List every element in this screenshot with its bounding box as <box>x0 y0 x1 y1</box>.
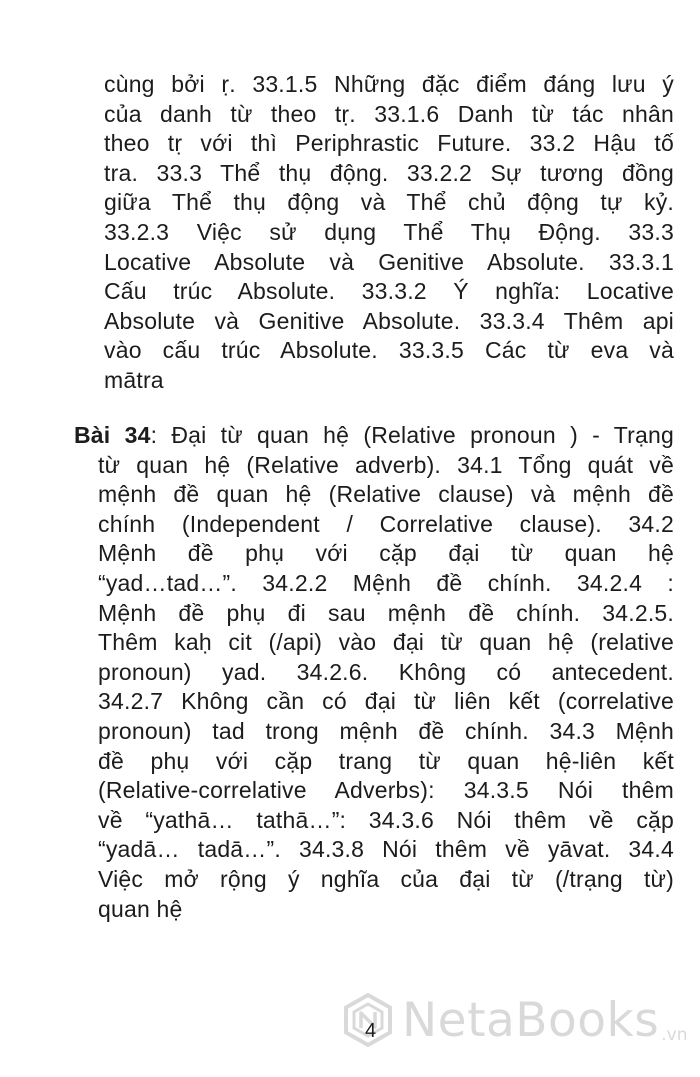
text-line: Mệnh đề phụ đi sau mệnh đề chính. 34.2.5. <box>98 599 674 626</box>
page-number: 4 <box>365 1020 377 1042</box>
text-line: 34.2.7 Không cần có đại từ liên kết (correlative <box>98 688 674 715</box>
text-line: mệnh đề quan hệ (Relative clause) và mệnh đề <box>98 481 674 508</box>
text-line: mātra <box>104 366 164 393</box>
text-line: giữa Thể thụ động và Thể chủ động tự kỷ. <box>104 189 674 216</box>
paragraph-contents-lesson-34 <box>74 421 674 924</box>
watermark-suffix: .vn <box>661 1025 688 1045</box>
text-line: Việc mở rộng ý nghĩa của đại từ (/trạng từ) <box>98 865 674 892</box>
lesson-title: : Đại từ quan hệ (Relative pronoun ) - Trạng <box>150 422 675 448</box>
text-line: quan hệ <box>98 895 183 922</box>
text-line: Cấu trúc Absolute. 33.3.2 Ý nghĩa: Locative <box>104 278 674 305</box>
text-line-first <box>74 421 674 451</box>
text-line: cùng bởi ṛ. 33.1.5 Những đặc điểm đáng lưu ý <box>104 71 674 97</box>
text-line: “yadā… tadā…”. 34.3.8 Nói thêm về yāvat. 34.4 <box>98 836 674 863</box>
text-line: chính (Independent / Correlative clause). 34.2 <box>98 510 674 537</box>
text-line: pronoun) yad. 34.2.6. Không có antecedent. <box>98 658 674 685</box>
text-line: về “yathā… tathā…”: 34.3.6 Nói thêm về cặp <box>98 806 674 833</box>
text-line: theo tṛ với thì Periphrastic Future. 33.2 Hậu tố <box>104 130 674 157</box>
paragraph-contents-lesson-33 <box>104 70 674 396</box>
text-line: pronoun) tad trong mệnh đề chính. 34.3 Mệnh <box>98 717 674 744</box>
text-line: Thêm kaḥ cit (/api) vào đại từ quan hệ (relative <box>98 629 674 656</box>
lesson-heading: Bài 34 <box>74 422 151 448</box>
text-line: Absolute và Genitive Absolute. 33.3.4 Thêm api <box>104 307 674 334</box>
text-line: vào cấu trúc Absolute. 33.3.5 Các từ eva và <box>104 337 674 364</box>
text-line: (Relative-correlative Adverbs): 34.3.5 Nói thêm <box>98 777 674 804</box>
paragraph-continuation <box>74 451 674 925</box>
netabooks-watermark <box>340 985 688 1055</box>
text-line: từ quan hệ (Relative adverb). 34.1 Tổng quát về <box>98 451 674 478</box>
text-line: Locative Absolute và Genitive Absolute. 33.3.1 <box>104 248 674 275</box>
text-line: Mệnh đề phụ với cặp đại từ quan hệ <box>98 540 674 567</box>
text-line: đề phụ với cặp trang từ quan hệ-liên kết <box>98 747 674 774</box>
text-line: “yad…tad…”. 34.2.2 Mệnh đề chính. 34.2.4 : <box>98 569 674 596</box>
text-line: 33.2.3 Việc sử dụng Thể Thụ Động. 33.3 <box>104 218 674 245</box>
text-line: tra. 33.3 Thể thụ động. 33.2.2 Sự tương đồng <box>104 159 674 186</box>
watermark-text: NetaBooks <box>402 992 660 1048</box>
text-line: của danh từ theo tṛ. 33.1.6 Danh từ tác nhân <box>104 100 674 127</box>
